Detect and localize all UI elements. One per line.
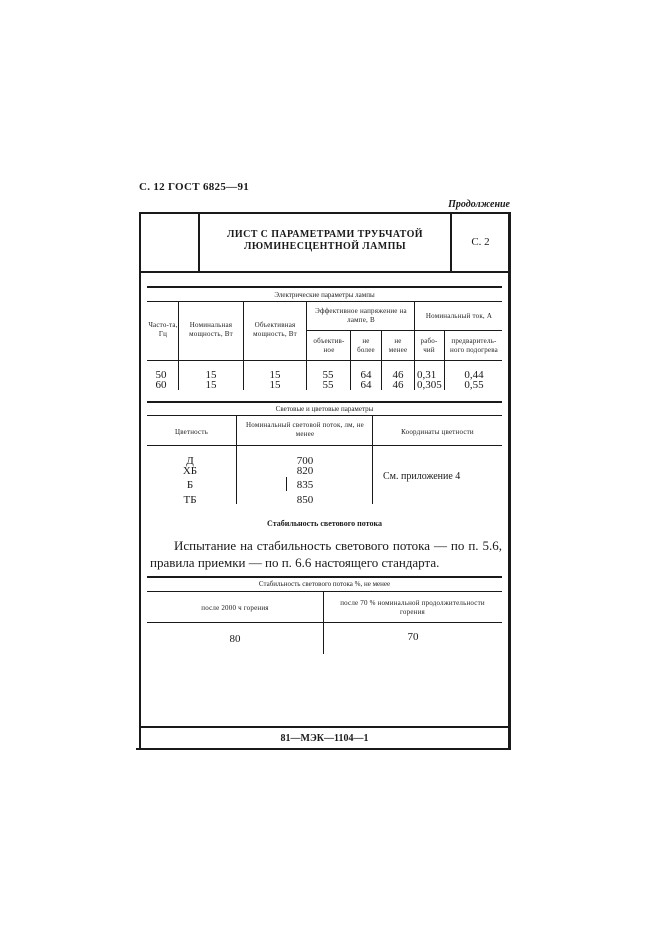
header-current-group: Номинальный ток, А <box>425 312 493 320</box>
header-flux: Номинальный световой поток, лм, не менее <box>246 421 364 438</box>
page-reference: С. 12 ГОСТ 6825—91 <box>139 181 250 193</box>
sheet-number: С. 2 <box>471 236 490 248</box>
frame-left <box>139 212 141 750</box>
cell-objective-power: 15 <box>269 369 281 381</box>
cell-voltage-objective: 55 <box>322 379 334 391</box>
col-line <box>306 302 307 390</box>
cell-voltage-min: 46 <box>392 379 404 391</box>
value-after-70pct: 70 <box>407 631 419 643</box>
cell-flux: 820 <box>296 465 314 477</box>
stability-table-title: Стабильность светового потока %, не менее <box>258 580 391 588</box>
header-color: Цветность <box>174 428 209 436</box>
value-after-2000h: 80 <box>229 633 241 645</box>
cell-voltage-objective: 55 <box>322 369 334 381</box>
header-current-preheat: предваритель-ного подогрева <box>450 337 498 354</box>
header-coordinates: Координаты цветности <box>401 428 474 436</box>
cell-current-working: 0,305 <box>417 379 442 391</box>
header-after-70pct: после 70 % номинальной продолжительности горения <box>340 599 485 616</box>
header-voltage-max: не более <box>357 337 375 354</box>
rule <box>147 360 502 361</box>
header-voltage-objective: объектив-ное <box>313 337 345 354</box>
header-nominal-power: Номинальная мощность, Вт <box>189 321 233 338</box>
header-objective-power: Объективная мощность, Вт <box>253 321 297 338</box>
frame-right <box>508 212 511 750</box>
header-voltage-group: Эффективное напряжение на лампе, В <box>315 307 407 324</box>
cell-nominal-power: 15 <box>205 379 217 391</box>
rule <box>147 445 502 446</box>
sheet-title-line2: ЛЮМИНЕСЦЕНТНОЙ ЛАМПЫ <box>243 241 407 252</box>
rule <box>147 622 502 623</box>
electrical-section-title: Электрические параметры лампы <box>274 291 375 299</box>
footer-code: 81—МЭК—1104—1 <box>280 733 369 744</box>
col-line <box>414 302 415 390</box>
header-current-working: рабо-чий <box>420 337 438 354</box>
rule <box>147 576 502 578</box>
sheet-title <box>200 229 450 253</box>
marker <box>286 477 287 491</box>
cell-objective-power: 15 <box>269 379 281 391</box>
rule <box>147 301 502 302</box>
frame-bottom <box>136 748 511 750</box>
cell-voltage-max: 64 <box>360 369 372 381</box>
sheet-title-line1: ЛИСТ С ПАРАМЕТРАМИ ТРУБЧАТОЙ <box>227 229 423 240</box>
continuation-label: Продолжение <box>448 199 510 210</box>
col-line <box>236 416 237 504</box>
header-after-2000h: после 2000 ч горения <box>201 604 269 612</box>
stability-paragraph: Испытание на стабильность светового потока — по п. 5.6, правила приемки — по п. 6.6 настоящего стандарта. <box>150 538 502 570</box>
cell-current-preheat: 0,44 <box>464 369 484 381</box>
cell-color: ТБ <box>183 494 197 506</box>
header-voltage-min: не менее <box>388 337 408 354</box>
cell-color: Д <box>186 455 194 467</box>
title-bottom-line <box>141 271 508 273</box>
cell-current-preheat: 0,55 <box>464 379 484 391</box>
rule <box>147 286 502 288</box>
title-divider-right <box>450 214 452 272</box>
header-frequency: Часто-та, Гц <box>148 321 178 338</box>
cell-color: Б <box>186 479 194 491</box>
cell-flux: 700 <box>296 455 314 467</box>
col-line <box>178 302 179 390</box>
cell-flux: 850 <box>296 494 314 506</box>
light-section-title: Световые и цветовые параметры <box>275 405 374 413</box>
rule <box>147 415 502 416</box>
cell-flux: 835 <box>296 479 314 491</box>
stability-heading: Стабильность светового потока <box>267 519 382 528</box>
cell-voltage-max: 64 <box>360 379 372 391</box>
cell-frequency: 50 <box>155 369 167 381</box>
cell-current-working: 0,31 <box>417 369 437 381</box>
coordinates-note: См. приложение 4 <box>383 471 461 482</box>
cell-voltage-min: 46 <box>392 369 404 381</box>
cell-color: ХБ <box>182 465 198 477</box>
frame-top <box>139 212 510 214</box>
rule <box>147 401 502 403</box>
col-line <box>243 302 244 390</box>
cell-nominal-power: 15 <box>205 369 217 381</box>
col-line <box>323 592 324 654</box>
rule <box>147 591 502 592</box>
cell-frequency: 60 <box>155 379 167 391</box>
rule <box>307 330 502 331</box>
footer-rule <box>141 726 508 728</box>
